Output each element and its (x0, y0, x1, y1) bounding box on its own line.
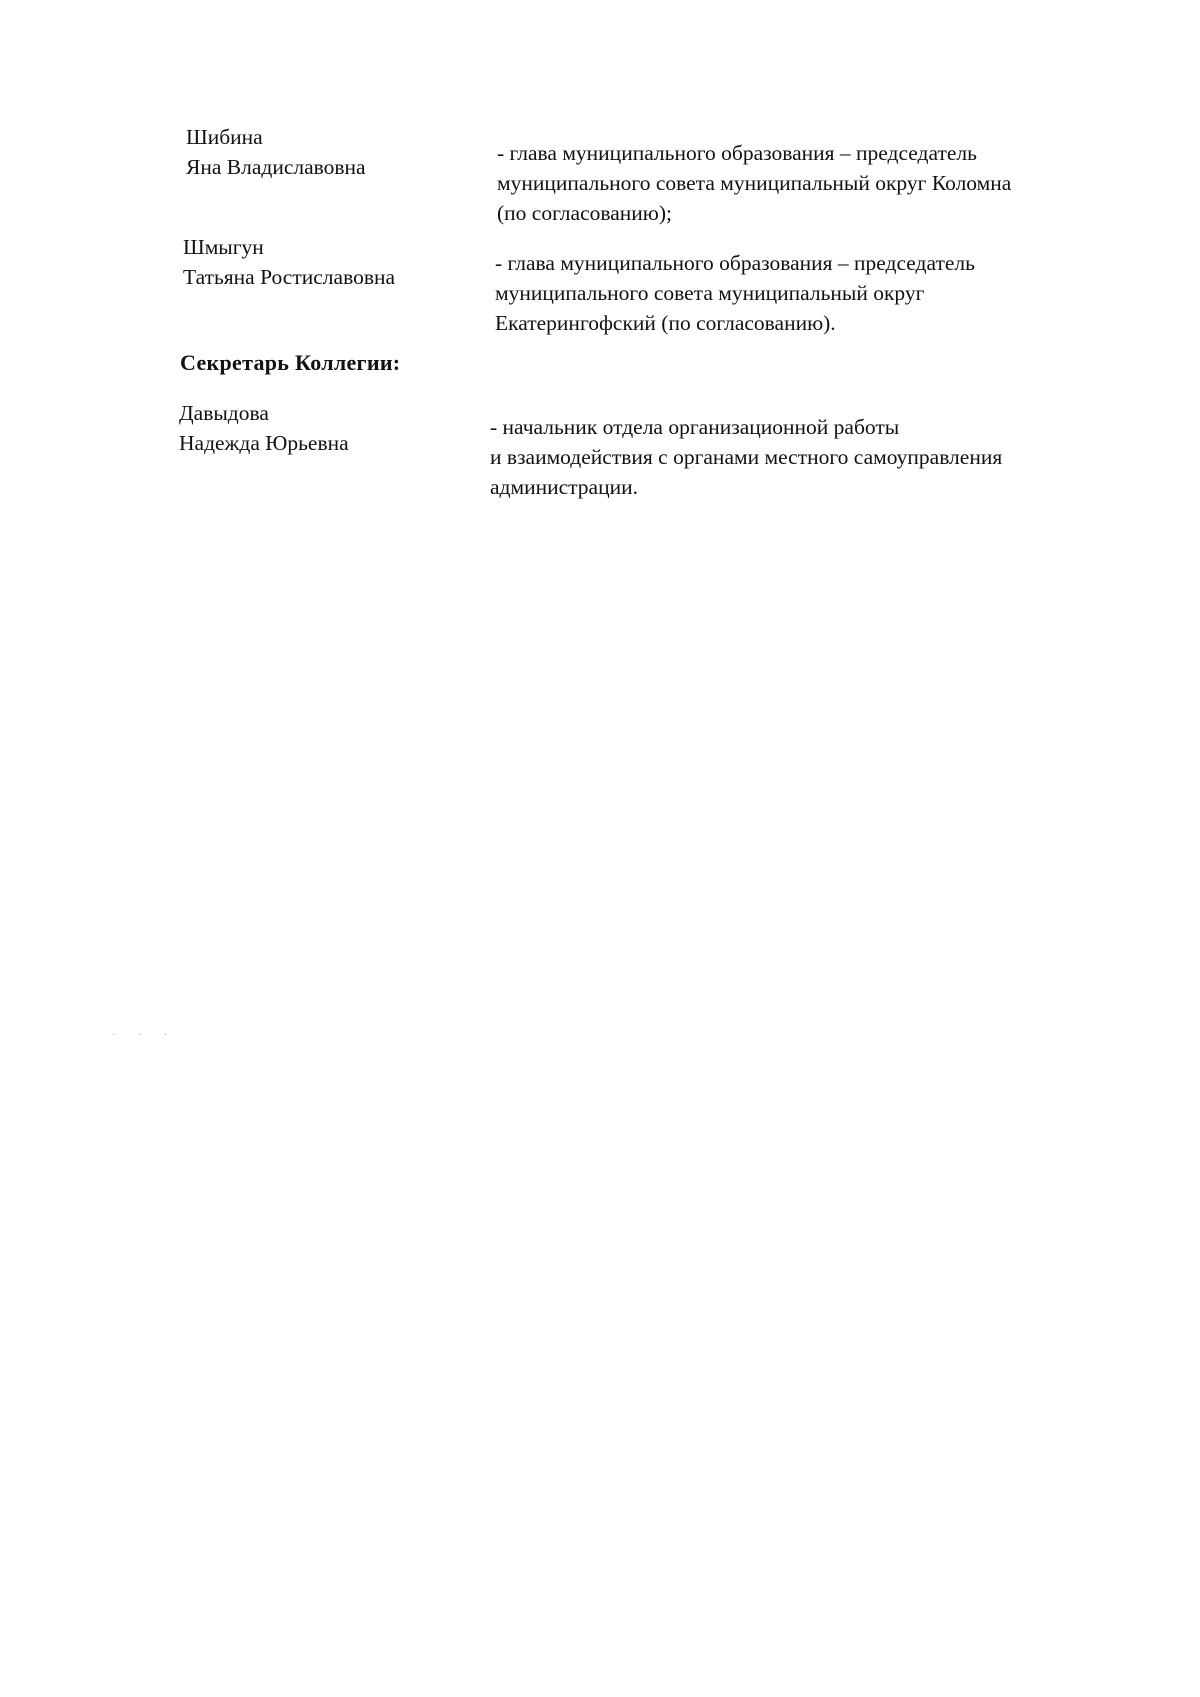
member-description (497, 138, 1117, 228)
description-line: - начальник отдела организационной работы (490, 415, 900, 439)
description-line: и взаимодействия с органами местного самоуправления (490, 445, 1003, 469)
member-surname: Шмыгун (183, 235, 264, 259)
description-line: - глава муниципального образования – председатель (497, 141, 977, 165)
description-line: Екатерингофский (по согласованию). (495, 311, 836, 335)
secretary-heading: Секретарь Коллегии: (180, 350, 401, 375)
scan-specks: · · · (112, 1030, 177, 1041)
description-line: муниципального совета муниципальный округ Коломна (497, 171, 1012, 195)
secretary-description (490, 412, 1110, 502)
description-line: (по согласованию); (497, 201, 672, 225)
member-surname: Шибина (186, 125, 263, 149)
description-line: - глава муниципального образования – председатель (495, 251, 975, 275)
secretary-surname: Давыдова (179, 401, 269, 425)
member-name (183, 232, 395, 292)
member-given-names: Татьяна Ростиславовна (183, 265, 396, 289)
member-description (495, 248, 1115, 338)
member-given-names: Яна Владиславовна (186, 155, 366, 179)
description-line: администрации. (490, 475, 638, 499)
description-line: муниципального совета муниципальный округ (495, 281, 925, 305)
member-name (186, 122, 366, 182)
secretary-given-names: Надежда Юрьевна (179, 431, 349, 455)
secretary-name (179, 398, 349, 458)
